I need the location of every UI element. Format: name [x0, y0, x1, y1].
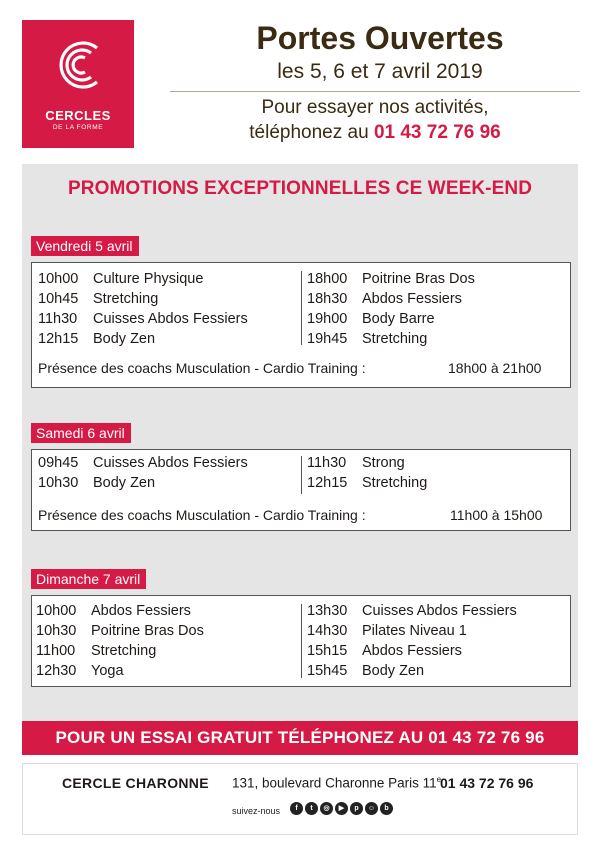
- day-tab-samedi: Samedi 6 avril: [31, 423, 131, 443]
- class-activity: Abdos Fessiers: [362, 291, 462, 307]
- schedule-row: [307, 473, 427, 493]
- schedule-right-column: [307, 269, 475, 349]
- header-subtitle: Pour essayer nos activités,: [261, 97, 489, 118]
- class-activity: Yoga: [91, 663, 124, 679]
- coach-presence-hours: 11h00 à 15h00: [450, 507, 543, 523]
- class-time: 11h30: [307, 455, 347, 471]
- logo-tagline: DE LA FORME: [52, 124, 104, 131]
- event-dates: les 5, 6 et 7 avril 2019: [277, 60, 483, 83]
- page-title: Portes Ouvertes: [256, 20, 504, 56]
- day-tab-vendredi: Vendredi 5 avril: [31, 236, 139, 256]
- youtube-icon[interactable]: ▶: [335, 802, 348, 815]
- class-time: 11h00: [36, 643, 76, 659]
- day-schedule-vendredi: [31, 262, 571, 388]
- blog-icon[interactable]: b: [380, 802, 393, 815]
- class-activity: Poitrine Bras Dos: [362, 271, 475, 287]
- footer-phone[interactable]: 01 43 72 76 96: [440, 775, 534, 791]
- social-icons: [290, 802, 393, 815]
- schedule-row: [36, 601, 204, 621]
- schedule-row: [307, 289, 475, 309]
- day-schedule-samedi: [31, 449, 571, 531]
- class-time: 14h30: [307, 623, 348, 639]
- schedule-row: [307, 453, 427, 473]
- coach-presence-hours: 18h00 à 21h00: [448, 360, 542, 376]
- class-activity: Body Zen: [93, 475, 156, 491]
- schedule-right-column: [307, 601, 517, 681]
- day-schedule-dimanche: [31, 595, 571, 687]
- schedule-row: [307, 329, 475, 349]
- coach-presence-label: Présence des coachs Musculation - Cardio Training :: [38, 507, 366, 523]
- class-time: 13h30: [307, 603, 348, 619]
- cercles-c-mark-icon: [22, 20, 134, 110]
- class-time: 10h45: [38, 291, 79, 307]
- pinterest-icon[interactable]: p: [350, 802, 363, 815]
- address-superscript: e: [436, 775, 442, 784]
- class-activity: Culture Physique: [93, 271, 204, 287]
- class-time: 12h15: [38, 331, 79, 347]
- header-phone-number[interactable]: 01 43 72 76 96: [373, 122, 501, 143]
- class-time: 18h30: [307, 291, 348, 307]
- class-time: 18h00: [307, 271, 348, 287]
- class-time: 09h45: [38, 455, 79, 471]
- schedule-row: [38, 289, 248, 309]
- class-activity: Strong: [362, 455, 405, 471]
- class-activity: Stretching: [93, 291, 159, 307]
- class-time: 19h00: [307, 311, 348, 327]
- promo-heading: PROMOTIONS EXCEPTIONNELLES CE WEEK-END: [67, 178, 533, 199]
- header-phone-prefix: téléphonez au: [249, 122, 369, 143]
- club-name: CERCLE CHARONNE: [62, 775, 209, 791]
- schedule-row: [307, 641, 517, 661]
- coach-presence-label: Présence des coachs Musculation - Cardio Training :: [38, 360, 366, 376]
- follow-us-label: suivez-nous: [232, 806, 281, 816]
- class-activity: Cuisses Abdos Fessiers: [362, 603, 517, 619]
- class-activity: Stretching: [362, 475, 428, 491]
- snapchat-icon[interactable]: ☺: [365, 802, 378, 815]
- day-tab-dimanche: Dimanche 7 avril: [31, 569, 146, 589]
- class-time: 10h30: [38, 475, 79, 491]
- class-activity: Cuisses Abdos Fessiers: [93, 311, 248, 327]
- schedule-row: [38, 453, 248, 473]
- class-time: 12h15: [307, 475, 348, 491]
- schedule-row: [36, 621, 204, 641]
- class-time: 15h45: [307, 663, 348, 679]
- schedule-row: [307, 661, 517, 681]
- schedule-row: [36, 641, 204, 661]
- address-text: 131, boulevard Charonne Paris 11: [232, 775, 437, 791]
- class-activity: Body Zen: [362, 663, 425, 679]
- column-divider: [301, 604, 302, 678]
- schedule-row: [307, 269, 475, 289]
- class-time: 12h30: [36, 663, 77, 679]
- class-time: 10h30: [36, 623, 77, 639]
- class-activity: Pilates Niveau 1: [362, 623, 467, 639]
- class-activity: Abdos Fessiers: [362, 643, 462, 659]
- cercles-logo: [22, 20, 134, 148]
- schedule-row: [38, 329, 248, 349]
- class-time: 10h00: [36, 603, 77, 619]
- class-activity: Body Zen: [93, 331, 156, 347]
- schedule-left-column: [38, 453, 248, 493]
- header-phone-line: [170, 122, 580, 144]
- class-activity: Poitrine Bras Dos: [91, 623, 204, 639]
- schedule-row: [307, 621, 517, 641]
- logo-brand-name: CERCLES: [45, 108, 111, 123]
- class-time: 10h00: [38, 271, 79, 287]
- schedule-row: [38, 473, 248, 493]
- schedule-row: [307, 309, 475, 329]
- class-activity: Abdos Fessiers: [91, 603, 191, 619]
- schedule-row: [38, 309, 248, 329]
- class-activity: Stretching: [91, 643, 157, 659]
- class-activity: Body Barre: [362, 311, 435, 327]
- footer: [22, 763, 578, 835]
- schedule-left-column: [38, 269, 248, 349]
- schedule-right-column: [307, 453, 427, 493]
- schedule-left-column: [36, 601, 204, 681]
- column-divider: [301, 271, 302, 345]
- header-divider: [170, 91, 580, 92]
- class-activity: Stretching: [362, 331, 428, 347]
- schedule-row: [38, 269, 248, 289]
- column-divider: [301, 456, 302, 494]
- twitter-icon[interactable]: t: [305, 802, 318, 815]
- class-time: 15h15: [307, 643, 348, 659]
- instagram-icon[interactable]: ◎: [320, 802, 333, 815]
- club-address: [232, 775, 441, 791]
- class-time: 11h30: [38, 311, 78, 327]
- schedule-row: [36, 661, 204, 681]
- schedule-row: [307, 601, 517, 621]
- free-trial-banner[interactable]: POUR UN ESSAI GRATUIT TÉLÉPHONEZ AU 01 43 72 76 96: [22, 721, 578, 755]
- class-time: 19h45: [307, 331, 348, 347]
- facebook-icon[interactable]: f: [290, 802, 303, 815]
- class-activity: Cuisses Abdos Fessiers: [93, 455, 248, 471]
